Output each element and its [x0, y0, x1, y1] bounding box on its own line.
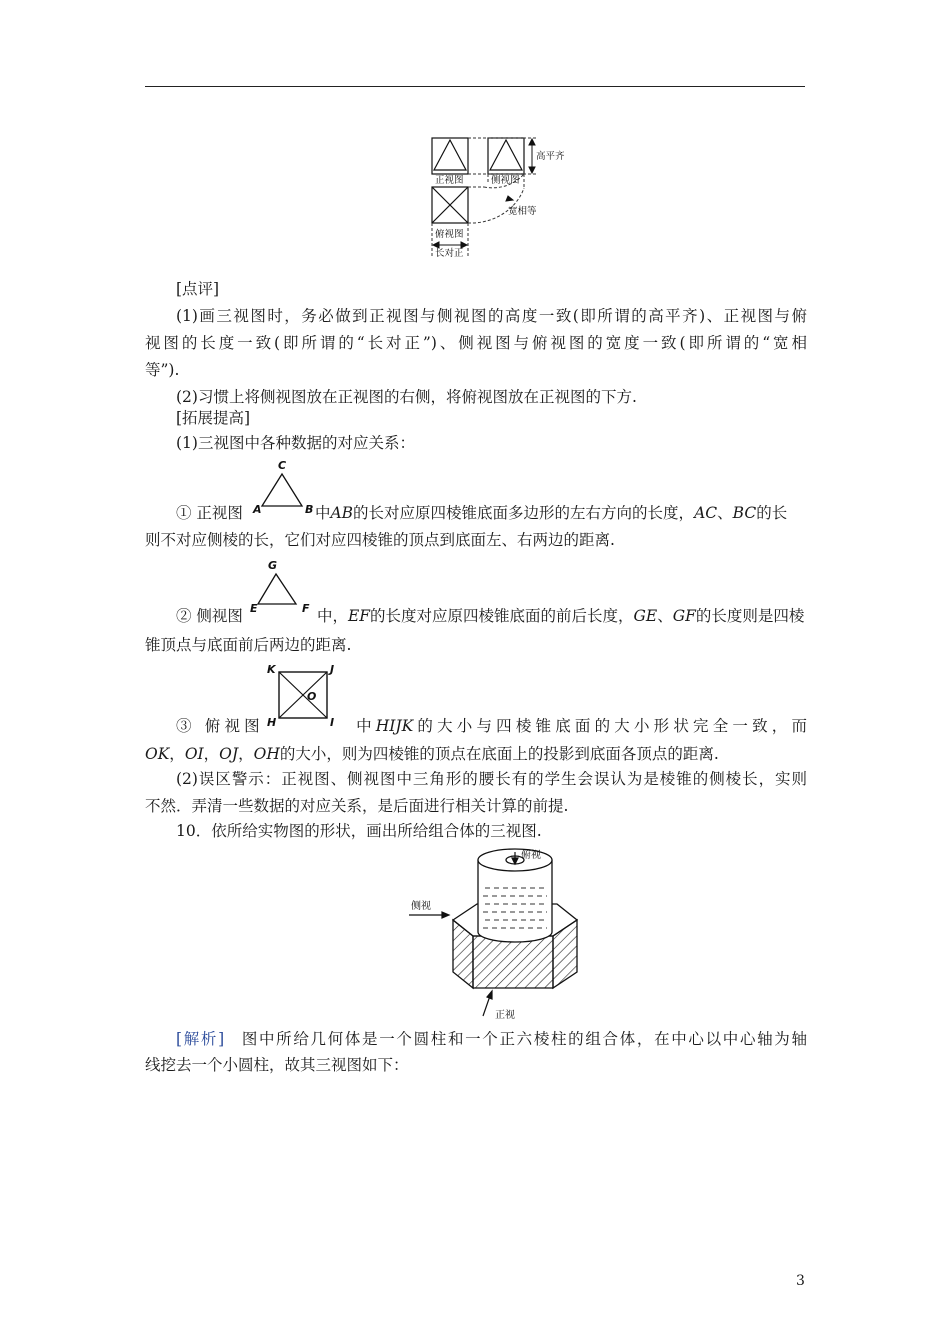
label-side-look: 侧视	[411, 901, 431, 912]
side-view-line-1: ② 侧视图 中，EF的长度对应原四棱锥底面的前后长度，GE、GF的长度则是四棱	[176, 607, 805, 625]
top-view-line-1: ③ 俯视图 中HIJK的大小与四棱锥底面的大小形状完全一致，而	[176, 717, 807, 735]
question-10: 10．依所给实物图的形状，画出所给组合体的三视图.	[176, 822, 542, 840]
vertex-label-o: O	[307, 690, 317, 703]
vertex-label-a: A	[253, 503, 262, 516]
review-paragraph-2: (2)习惯上将侧视图放在正视图的右侧，将俯视图放在正视图的下方.	[176, 388, 637, 406]
side-view-triangle	[490, 140, 522, 170]
vertex-label-h: H	[267, 716, 277, 729]
label-width-equal: 宽相等	[508, 206, 537, 217]
front-view-box	[432, 138, 468, 174]
vertex-label-i: I	[330, 716, 335, 729]
review-heading: [点评]	[176, 280, 220, 298]
label-side-view: 侧视图	[491, 175, 520, 186]
warning-line-1: (2)误区警示：正视图、侧视图中三角形的腰长有的学生会误认为是棱锥的侧棱长，实则	[176, 770, 807, 788]
vertex-label-j: J	[330, 663, 335, 676]
label-height-equal: 高平齐	[536, 151, 565, 162]
vertex-label-e: E	[250, 602, 258, 615]
side-view-box	[488, 138, 524, 174]
vertex-label-c: C	[278, 459, 287, 472]
top-view-line-2: OK，OI，OJ，OH的大小，则为四棱锥的顶点在底面上的投影到底面各顶点的距离.	[145, 745, 719, 763]
extend-intro: (1)三视图中各种数据的对应关系：	[176, 434, 415, 452]
front-view-line-2: 则不对应侧棱的长，它们对应四棱锥的顶点到底面左、右两边的距离.	[145, 531, 615, 549]
front-view-line-1: ① 正视图 中AB的长对应原四棱锥底面多边形的左右方向的长度，AC、BC的长	[176, 504, 788, 522]
review-paragraph-1-line-1: (1)画三视图时，务必做到正视图与侧视图的高度一致(即所谓的高平齐)、正视图与俯	[176, 307, 807, 325]
analysis-line-2: 线挖去一个小圆柱，故其三视图如下：	[145, 1056, 409, 1074]
three-view-layout-diagram	[420, 128, 580, 264]
header-rule	[145, 86, 805, 87]
page-number: 3	[796, 1273, 805, 1289]
vertex-label-f: F	[302, 602, 310, 615]
warning-line-2: 不然．弄清一些数据的对应关系，是后面进行相关计算的前提.	[145, 797, 569, 815]
review-paragraph-1-line-2: 视图的长度一致(即所谓的“长对正”)、侧视图与俯视图的宽度一致(即所谓的“宽相	[145, 334, 807, 352]
vertex-label-b: B	[305, 503, 314, 516]
composite-solid-figure	[405, 840, 590, 1020]
label-front-look: 正视	[495, 1010, 515, 1020]
front-view-triangle	[434, 140, 466, 170]
analysis-line-1: [解析] 图中所给几何体是一个圆柱和一个正六棱柱的组合体，在中心以中心轴为轴	[176, 1030, 807, 1048]
label-top-view: 俯视图	[435, 229, 464, 240]
review-paragraph-1-line-3: 等”).	[145, 361, 180, 379]
extend-heading: [拓展提高]	[176, 409, 251, 427]
label-front-view: 正视图	[435, 175, 464, 186]
label-length-aligned: 长对正	[435, 248, 464, 259]
label-top-look: 俯视	[521, 850, 541, 861]
vertex-label-k: K	[267, 663, 276, 676]
vertex-label-g: G	[268, 559, 278, 572]
hex-prism-front-side	[473, 936, 553, 988]
side-view-line-2: 锥顶点与底面前后两边的距离.	[145, 636, 352, 654]
cylinder-body	[478, 860, 552, 942]
